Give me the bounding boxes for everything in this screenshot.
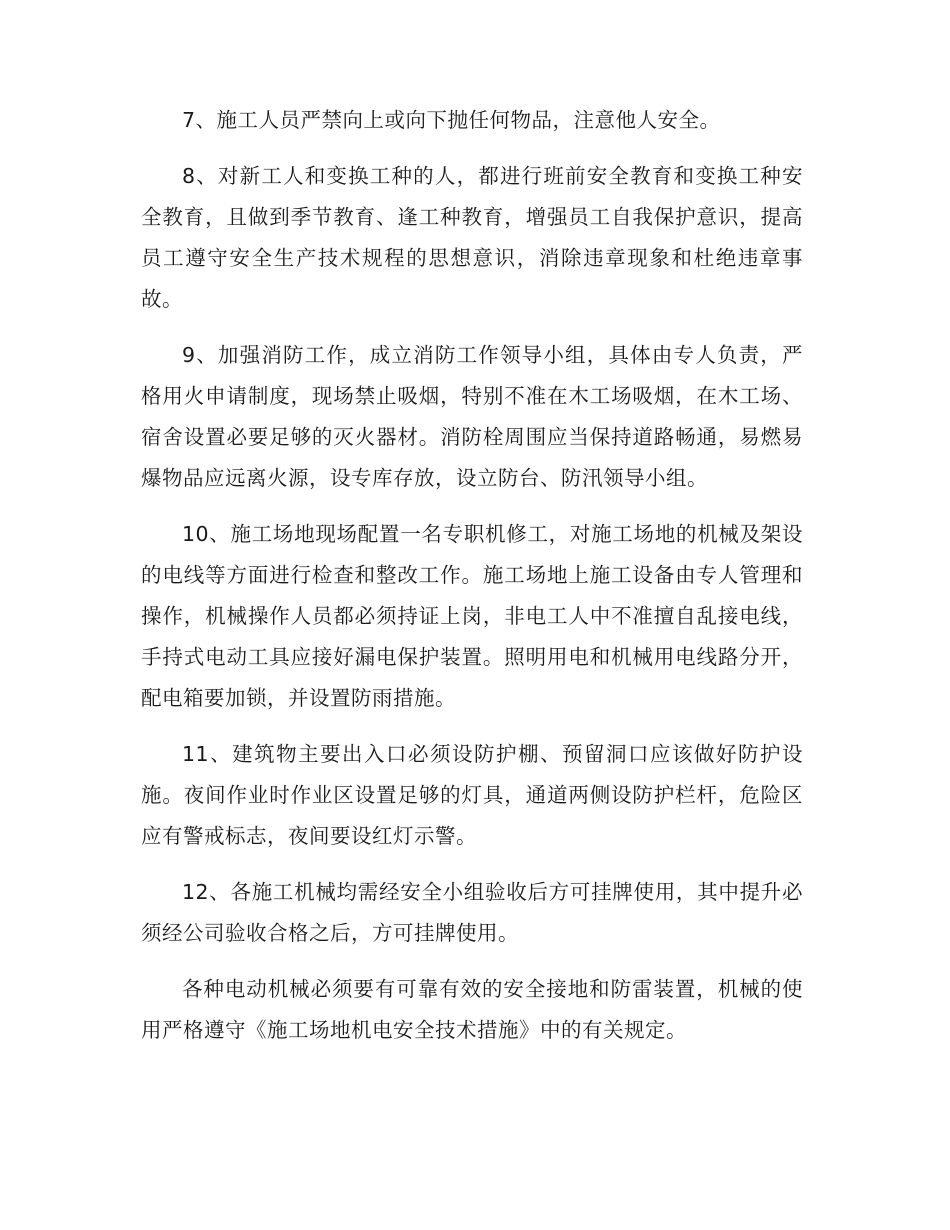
paragraph-item-11: 11、建筑物主要出入口必须设防护棚、预留洞口应该做好防护设施。夜间作业时作业区设置足够的灯具，通道两侧设防护栏杆，危险区应有警戒标志，夜间要设红灯示警。	[141, 742, 803, 848]
document-page	[141, 100, 803, 1066]
paragraph-closing: 各种电动机械必须要有可靠有效的安全接地和防雷装置，机械的使用严格遵守《施工场地机电安全技术措施》中的有关规定。	[141, 977, 803, 1042]
paragraph-item-7: 7、施工人员严禁向上或向下抛任何物品，注意他人安全。	[182, 108, 721, 132]
paragraph-item-12: 12、各施工机械均需经安全小组验收后方可挂牌使用，其中提升必须经公司验收合格之后，方可挂牌使用。	[141, 880, 803, 945]
paragraph-item-9: 9、加强消防工作，成立消防工作领导小组，具体由专人负责，严格用火申请制度，现场禁止吸烟，特别不准在木工场吸烟，在木工场、宿舍设置必要足够的灭火器材。消防栓周围应当保持道路畅通，易燃易爆物品应远离火源，设专库存放，设立防台、防汛领导小组。	[141, 343, 803, 490]
paragraph-item-8: 8、对新工人和变换工种的人，都进行班前安全教育和变换工种安全教育，且做到季节教育、逢工种教育，增强员工自我保护意识，提高员工遵守安全生产技术规程的思想意识，消除违章现象和杜绝违章事故。	[141, 164, 803, 311]
paragraph-item-10: 10、施工场地现场配置一名专职机修工，对施工场地的机械及架设的电线等方面进行检查和整改工作。施工场地上施工设备由专人管理和操作，机械操作人员都必须持证上岗，非电工人中不准擅自乱接电线，手持式电动工具应接好漏电保护装置。照明用电和机械用电线路分开，配电箱要加锁，并设置防雨措施。	[141, 522, 803, 710]
